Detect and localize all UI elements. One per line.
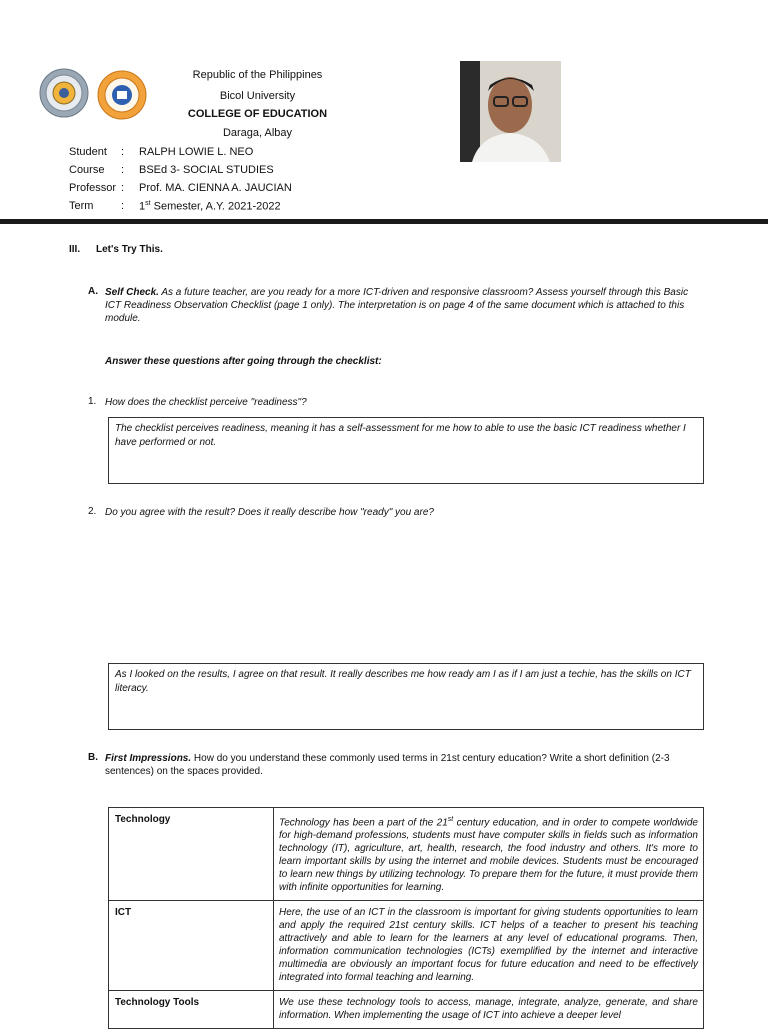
table-row [109,901,704,991]
term-row: Term : 1st Semester, A.Y. 2021-2022 [69,200,281,213]
republic-line: Republic of the Philippines [192,69,323,81]
student-row: Student : RALPH LOWIE L. NEO [69,146,254,158]
college-of-education-seal-logo [97,70,147,120]
college-name: COLLEGE OF EDUCATION [187,108,328,120]
student-label: Student [69,146,107,158]
part-a-paragraph [105,286,703,325]
term-cell: Technology [109,808,274,901]
question-2-number: 2. [88,506,97,517]
course-row: Course : BSEd 3- SOCIAL STUDIES [69,164,274,176]
question-2-answer: As I looked on the results, I agree on that result. It really describes me how ready am I as if I am just a techie, has the skills on ICT literacy. [115,669,691,694]
question-2-text: Do you agree with the result? Does it really describe how "ready" you are? [105,507,434,518]
table-row [109,808,704,901]
terms-table [108,807,704,1029]
course-label: Course [69,164,105,176]
part-a-title: Self Check. [105,287,159,298]
part-b-paragraph [105,752,703,778]
course-value: BSEd 3- SOCIAL STUDIES [139,164,274,176]
student-photo [460,61,561,162]
section-title: Let's Try This. [96,244,163,255]
term-cell: Technology Tools [109,991,274,1029]
term-label: Term [69,200,94,212]
bicol-university-seal-logo [39,68,89,118]
question-1-text: How does the checklist perceive "readiness"? [105,397,307,408]
question-1-answer-box[interactable] [108,417,704,484]
term-cell: ICT [109,901,274,991]
section-numeral: III. [69,244,81,255]
university-name: Bicol University [219,90,296,102]
student-value: RALPH LOWIE L. NEO [139,146,254,158]
part-a-text: As a future teacher, are you ready for a more ICT-driven and responsive classroom? Assess yourself through this Basic ICT Readiness Observation Checklist (page 1 only). The interpretation is on page 4 of the same document which is attached to this module. [105,287,689,324]
location-line: Daraga, Albay [222,127,293,139]
professor-row: Professor : Prof. MA. CIENNA A. JAUCIAN [69,182,292,194]
question-1-number: 1. [88,396,97,407]
term-value: 1st Semester, A.Y. 2021-2022 [139,200,281,213]
professor-label: Professor [69,182,117,194]
question-2-answer-box[interactable] [108,663,704,730]
question-1-answer: The checklist perceives readiness, meaning it has a self-assessment for me how to able to use the basic ICT readiness whether I have performed or not. [115,423,686,448]
part-a-instruction: Answer these questions after going through the checklist: [105,356,382,367]
definition-cell[interactable]: Technology has been a part of the 21st century education, and in order to compete worldwide for high-demand professions, students must have computer skills in fields such as information technology (IT), agriculture, art, health, research, the food industry and others. It's more to learn important skills by using the internet and mobile devices. Students must be encouraged to learn new things by utilizing technology. To prepare them for the future, it must provide them with infinite opportunities for learning. [274,808,704,901]
table-row [109,991,704,1029]
part-b-text: How do you understand these commonly used terms in 21st century education? Write a short definition (2-3 sentences) on the spaces provided. [105,753,670,777]
part-b-letter: B. [88,752,98,763]
part-a-letter: A. [88,286,98,297]
professor-value: Prof. MA. CIENNA A. JAUCIAN [139,182,292,194]
part-b-title: First Impressions. [105,753,192,764]
definition-cell[interactable]: Here, the use of an ICT in the classroom is important for giving students opportunities to learn and apply the required 21st century skills. ICT helps of a teacher to present his teaching attractively and able to learn for the learners at any level of educational programs. Then, information communication technologies (ICTs) exemplified by the internet and interactive multimedia are obviously an important focus for future education and need to be effectively integrated into formal teaching and learning. [274,901,704,991]
definition-cell[interactable]: We use these technology tools to access, manage, integrate, analyze, generate, and share information. When implementing the usage of ICT into achieve a deeper level [274,991,704,1029]
header-divider [0,219,768,224]
